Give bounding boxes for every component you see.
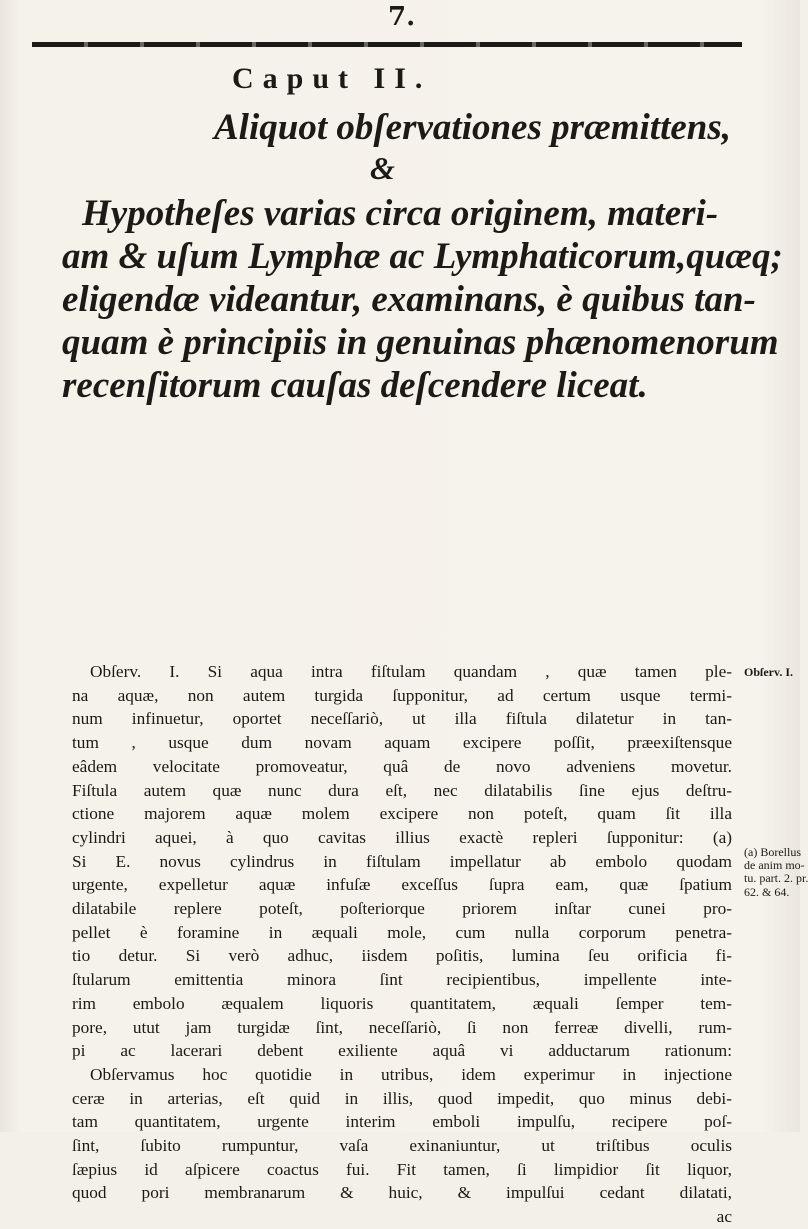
body-line: Obſervamus hoc quotidie in utribus, idem experimur in injectione <box>90 1064 732 1084</box>
subtitle-line: Hypotheſes varias circa originem, materi- <box>82 193 719 234</box>
body-line: quod pori membranarum & huic, & impulſui cedant dilatati, <box>72 1183 732 1203</box>
body-line: rim embolo æqualem liquoris quantitatem, æquali ſemper tem- <box>72 993 732 1013</box>
body-line: cylindri aquei, à quo cavitas illius exactè repleri ſupponitur: (a) <box>72 827 732 847</box>
margin-note-ref: de anim mo- <box>744 858 805 872</box>
subtitle-line: recenſitorum cauſas deſcendere liceat. <box>62 365 648 406</box>
header-rule <box>32 42 742 47</box>
subtitle-line: quam è principiis in genuinas phænomenorum <box>62 322 779 363</box>
body-line: tio detur. Si verò adhuc, iisdem poſitis, lumina ſeu orificia fi- <box>72 946 732 966</box>
body-line: ſtularum emittentia minora ſint recipientibus, impellente inte- <box>72 970 732 990</box>
body-line: pi ac lacerari debent exiliente aquâ vi adductarum rationum: <box>72 1041 732 1061</box>
body-line: Fiſtula autem quæ nunc dura eſt, nec dilatabilis ſine ejus deſtru- <box>72 780 732 800</box>
page-number: 7. <box>388 2 416 32</box>
catchword: ac <box>716 1207 732 1227</box>
body-line: ceræ in arterias, eſt quid in illis, quod impedit, quo minus debi- <box>72 1088 732 1108</box>
margin-note-ref: 62. & 64. <box>744 885 790 899</box>
subtitle-line: am & uſum Lymphæ ac Lymphaticorum,quæq; <box>62 236 783 277</box>
body-line: urgente, expelletur aquæ infuſæ exceſſus ſupra eam, quæ ſpatium <box>72 875 732 895</box>
body-line: Obſerv. I. Si aqua intra fiſtulam quandam , quæ tamen ple- <box>90 662 732 681</box>
body-line: ſint, ſubito rumpuntur, vaſa exinaniuntur, ut triſtibus oculis <box>72 1136 732 1156</box>
subtitle-line: eligendæ videantur, examinans, è quibus tan- <box>62 279 756 320</box>
margin-note-obs: Obſerv. I. <box>744 665 794 679</box>
body-line: tam quantitatem, urgente interim emboli impulſu, recipere poſ- <box>72 1112 732 1132</box>
body-line: Si E. novus cylindrus in fiſtulam impellatur ab embolo quodam <box>72 851 732 871</box>
body-line: tum , usque dum novam aquam excipere poſſit, præexiſtensque <box>72 733 732 753</box>
body-line: pore, utut jam turgidæ ſint, neceſſariò, ſi non ferreæ divelli, rum- <box>72 1017 732 1037</box>
body-line: ſæpius id aſpicere coactus fui. Fit tamen, ſi limpidior ſit liquor, <box>72 1159 732 1179</box>
chapter-title: Caput II. <box>232 62 432 95</box>
body-line: eâdem velocitate promoveatur, quâ de novo adveniens movetur. <box>72 756 732 776</box>
body-text <box>72 660 732 1229</box>
subtitle-line: & <box>370 150 395 186</box>
body-line: ctione majorem aquæ molem excipere non poteſt, quam ſit illa <box>72 804 732 824</box>
body-line: num infinuetur, oportet neceſſariò, ut illa fiſtula dilatetur in tan- <box>72 709 732 729</box>
body-line: na aquæ, non autem turgida ſupponitur, ad certum usque termi- <box>72 685 732 705</box>
margin-note-ref: tu. part. 2. pr. <box>744 871 808 885</box>
body-line: dilatabile replere poteſt, poſteriorque priorem inſtar cunei pro- <box>72 899 732 919</box>
body-line: pellet è foramine in æquali mole, cum nulla corporum penetra- <box>72 922 732 942</box>
margin-note-ref: (a) Borellus <box>744 845 801 859</box>
subtitle-line: Aliquot obſervationes præmittens, <box>214 107 732 148</box>
